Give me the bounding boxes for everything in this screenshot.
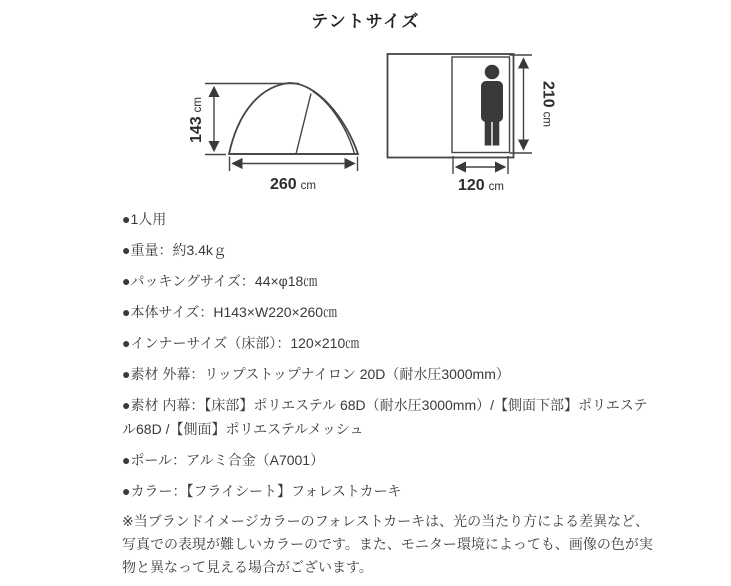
tent-floor-plan <box>388 54 557 194</box>
side-height-label <box>188 97 205 143</box>
spec-item: ●1人用 <box>122 211 167 227</box>
spec-item: ●カラー：【フライシート】フォレストカーキ <box>122 483 402 499</box>
plan-width-label: 120 cm <box>457 177 505 194</box>
section-title: テントサイズ <box>311 12 420 31</box>
spec-item: ●重量：約3.4kｇ <box>122 242 227 258</box>
spec-item: ●インナーサイズ（床部）：120×210㎝ <box>122 335 360 351</box>
spec-item: ●素材 内幕：【床部】ポリエステル 68D（耐水圧3000mm）/【側面下部】ポリエステル68D /【側面】ポリエステルメッシュ <box>122 397 648 437</box>
tent-side-view <box>188 83 358 193</box>
spec-item: ●素材 外幕：リップストップナイロン 20D（耐水圧3000mm） <box>122 366 510 382</box>
spec-item: ●ポール：アルミ合金（A7001） <box>122 452 325 468</box>
plan-height-label <box>540 81 557 127</box>
spec-item: ●パッキングサイズ：44×φ18㎝ <box>122 273 318 289</box>
color-disclaimer-note: ※当ブランドイメージカラーのフォレストカーキは、光の当たり方による差異など、写真での表現が難しいカラーのです。また、モニター環境によっても、画像の色が実物と異なって見える場合がございます。 <box>122 513 653 575</box>
svg-text:210cm: 210cm <box>539 80 557 128</box>
svg-text:143cm: 143cm <box>188 96 205 144</box>
spec-list <box>122 207 654 586</box>
spec-item: ●本体サイズ：H143×W220×260㎝ <box>122 304 338 320</box>
side-width-label: 260 cm <box>269 176 317 193</box>
tent-dimensions-diagram <box>0 0 731 200</box>
